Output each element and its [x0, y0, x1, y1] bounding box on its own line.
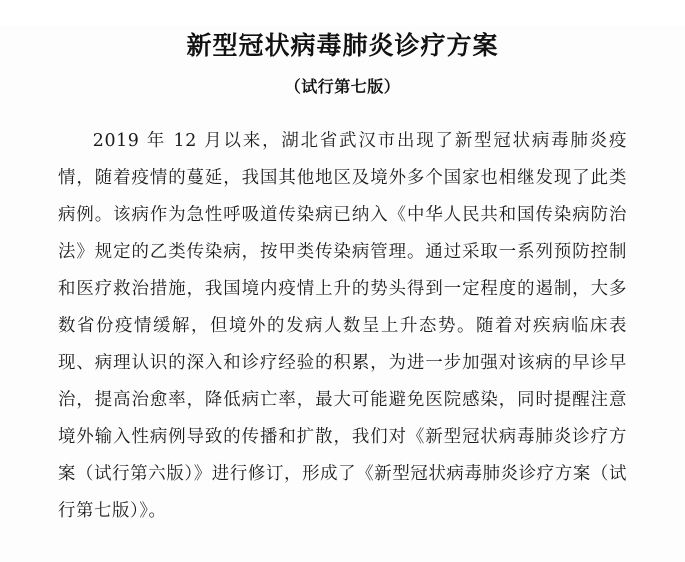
document-page [0, 26, 685, 562]
document-body [58, 123, 627, 530]
page-subtitle: （试行第七版） [284, 77, 401, 96]
body-paragraph: 2019 年 12 月以来，湖北省武汉市出现了新型冠状病毒肺炎疫情，随着疫情的蔓延，我国其他地区及境外多个国家也相继发现了此类病例。该病作为急性呼吸道传染病已纳入《中华人民共和国传染病防治法》规定的乙类传染病，按甲类传染病管理。通过采取一系列预防控制和医疗救治措施，我国境内疫情上升的势头得到一定程度的遏制，大多数省份疫情缓解，但境外的发病人数呈上升态势。随着对疾病临床表现、病理认识的深入和诊疗经验的积累，为进一步加强对该病的早诊早治，提高治愈率，降低病亡率，最大可能避免医院感染，同时提醒注意境外输入性病例导致的传播和扩散，我们对《新型冠状病毒肺炎诊疗方案（试行第六版）》进行修订，形成了《新型冠状病毒肺炎诊疗方案（试行第七版）》。 [58, 131, 627, 521]
page-title: 新型冠状病毒肺炎诊疗方案 [186, 31, 499, 60]
